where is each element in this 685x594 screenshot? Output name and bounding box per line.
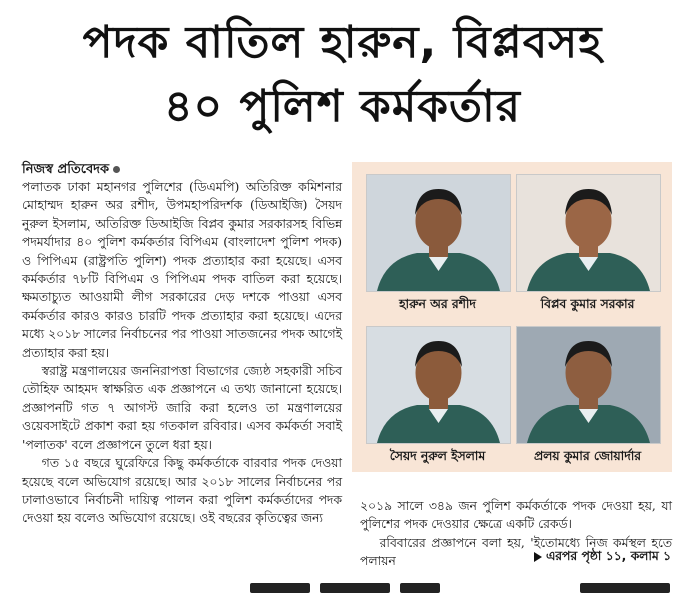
paragraph: গত ১৫ বছরে ঘুরেফিরে কিছু কর্মকর্তাকে বারবার পদক দেওয়া হয়েছে বলে অভিযোগ রয়েছে। আর ২০১৮ সালের নির্বাচনের পর ঢালাওভাবে নির্বাচনী দায়িত্ব পালন করা পুলিশ কর্মকর্তাদের পদক দেওয়া হয় বলেও অভিযোগ রয়েছে। ওই বছরের কৃতিত্বের জন্য — [22, 456, 342, 526]
portrait-photo-harun — [366, 174, 511, 292]
paragraph: ২০১৯ সালে ৩৪৯ জন পুলিশ কর্মকর্তাকে পদক দেওয়া হয়, যা পুলিশের পদক দেওয়ার ক্ষেত্রে একটি রেকর্ড। — [360, 499, 672, 532]
paragraph: রবিবারের প্রজ্ঞাপনে বলা হয়, 'ইতোমধ্যে নিজ কর্মস্থল হতে পলায়ন — [360, 535, 672, 569]
portrait-photo-proloy — [516, 326, 661, 444]
portrait-photo-nurul — [366, 326, 511, 444]
cropped-text-fragment — [320, 583, 390, 593]
portrait-photo-biplob — [516, 174, 661, 292]
paragraph: পলাতক ঢাকা মহানগর পুলিশের (ডিএমপি) অতিরিক্ত কমিশনার মোহাম্মদ হারুন অর রশীদ, উপমহাপরিদর্শক (ডিআইজি) সৈয়দ নুরুল ইসলাম, অতিরিক্ত ডিআইজি বিপ্লব কুমার সরকারসহ বিভিন্ন পদমর্যাদার ৪০ পুলিশ কর্মকর্তার বিপিএম (বাংলাদেশ পুলিশ পদক) ও পিপিএম (রাষ্ট্রপতি পুলিশ) পদক প্রত্যাহার করা হয়েছে। এসব কর্মকর্তার ৭৮টি বিপিএম ও পিপিএম পদক বাতিল করা হয়েছে। ক্ষমতাচ্যুত আওয়ামী লীগ সরকারের দেড় দশকে পাওয়া এসব কর্মকর্তার কারও কারও চারটি পদক প্রত্যাহার করা হয়েছে। এদের মধ্যে ২০১৮ সালের নির্বাচনের পর পাওয়া সাতজনের পদক আগেই প্রত্যাহার করা হয়। — [22, 180, 342, 360]
continuation-note — [534, 548, 671, 568]
portrait-illustration — [367, 327, 510, 443]
article-body-left — [22, 178, 342, 528]
paragraph: স্বরাষ্ট্র মন্ত্রণালয়ের জননিরাপত্তা বিভাগের জ্যেষ্ঠ সহকারী সচিব তৌহিফ আহমদ স্বাক্ষরিত এক প্রজ্ঞাপনে এ তথ্য জানানো হয়েছে। প্রজ্ঞাপনটি গত ৭ আগস্ট জারি করা হলেও তা মন্ত্রণালয়ের ওয়েবসাইটে প্রকাশ করা হয় গতকাল রবিবার। এসব কর্মকর্তা সবাই 'পলাতক' বলে প্রজ্ঞাপনে তুলে ধরা হয়। — [22, 364, 342, 452]
continuation-text: এরপর পৃষ্ঠা ১১, কলাম ১ — [545, 549, 671, 563]
cropped-next-headline — [0, 582, 685, 594]
photo-caption: হারুন অর রশীদ — [399, 297, 476, 311]
headline-line-1: পদক বাতিল হারুন, বিপ্লবসহ — [82, 17, 603, 68]
photo-caption: সৈয়দ নুরুল ইসলাম — [389, 449, 486, 463]
cropped-text-fragment — [250, 583, 310, 593]
portrait-illustration — [517, 175, 660, 291]
bullet-dot-icon — [113, 166, 120, 173]
byline-text: নিজস্ব প্রতিবেদক — [22, 162, 110, 177]
photo-panel — [352, 162, 672, 472]
headline-line-2: ৪০ পুলিশ কর্মকর্তার — [163, 81, 522, 132]
cropped-text-fragment — [580, 583, 670, 593]
arrow-right-icon — [534, 552, 542, 562]
cropped-text-fragment — [400, 583, 440, 593]
portrait-illustration — [517, 327, 660, 443]
portrait-illustration — [367, 175, 510, 291]
photo-caption: বিপ্লব কুমার সরকার — [540, 297, 635, 311]
photo-caption: প্রলয় কুমার জোয়ার্দার — [533, 449, 642, 463]
